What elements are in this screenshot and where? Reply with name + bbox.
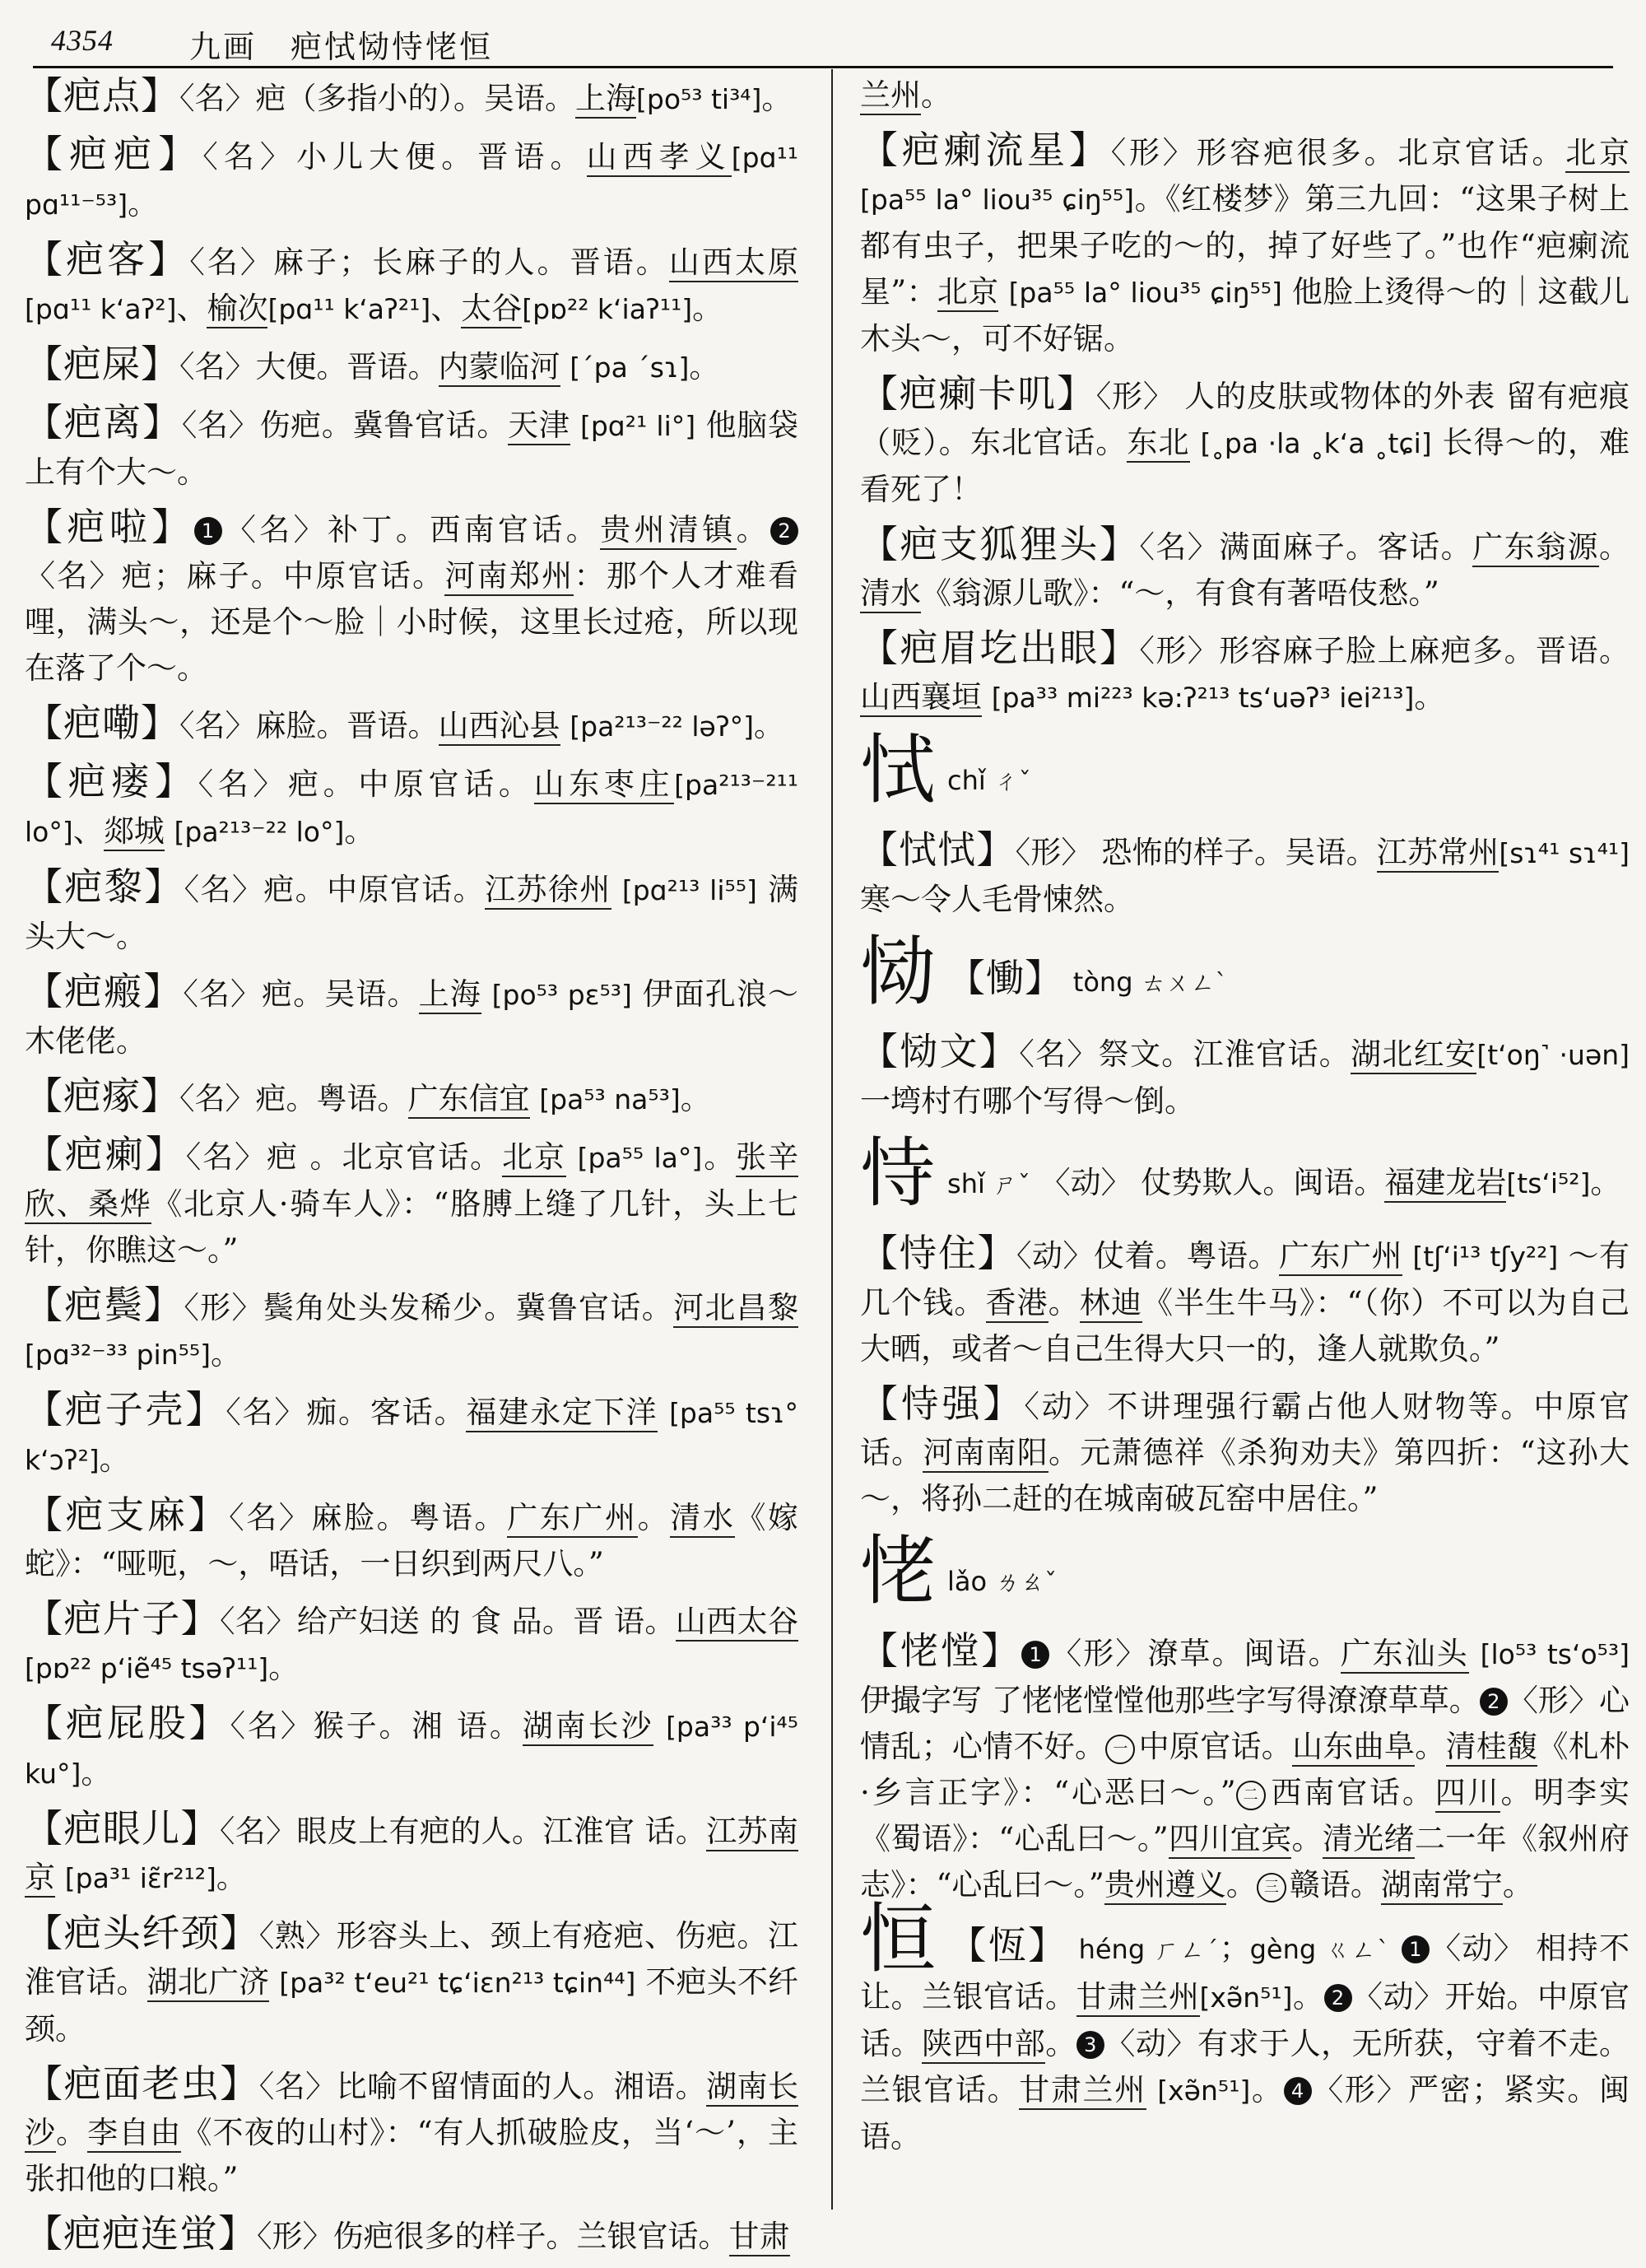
location: 湖南长沙 (523, 1708, 654, 1746)
head-character: 恃 (860, 1129, 937, 1218)
sense-marker: 2 (770, 517, 798, 545)
headword: 【恅憆】 (860, 1628, 1022, 1673)
example: 不疤头不纤颈。 (25, 1964, 798, 2047)
dictionary-entry (25, 399, 798, 496)
example: 长得～的，难看死了！ (860, 425, 1630, 507)
separator: 。 (1225, 1867, 1257, 1902)
separator: 。 (1415, 1729, 1446, 1764)
location: 甘肃 (729, 2219, 790, 2256)
definition: 〈名〉疤。粤语。 (179, 1081, 408, 1116)
location: 湖北广济 (147, 1964, 270, 2002)
definition: 〈形〉形容疤很多。北京官话。 (1110, 135, 1566, 170)
headword: 【疤支麻】 (25, 1493, 230, 1537)
pronunciation: [pa³¹ iɛ̃r²¹²] (64, 1862, 216, 1894)
sub-sense-marker: 三 (1257, 1873, 1286, 1902)
dialect: 赣语。 (1289, 1867, 1381, 1902)
separator: 、 (176, 291, 207, 326)
definition: 〈名〉伤疤。冀鲁官话。 (181, 407, 509, 443)
separator: 。 (1291, 1821, 1323, 1856)
definition-tail: 。 (210, 1336, 241, 1372)
location: 上海 (575, 81, 636, 119)
author: 清水 (670, 1500, 735, 1538)
headword: 【疤瘌】 (25, 1132, 186, 1176)
location: 福建永定下洋 (466, 1395, 658, 1432)
separator: 。 (1048, 1285, 1080, 1320)
zhuyin: ㄌㄠˇ (995, 1568, 1058, 1597)
right-column (860, 72, 1630, 2168)
variant-character: 【恆】 (948, 1923, 1068, 1968)
dictionary-entry: 【疤啦】 1 〈名〉补丁。西南官话。贵州清镇。 2〈名〉疤；麻子。中原官话。河南郑州：那个人才难看哩，满头～，还是个～脸｜小时候，这里长过疮，所以现在落了个～。 (25, 505, 799, 686)
sense-marker: 2 (1480, 1688, 1508, 1716)
citation: 《半生牛马》：“（你）不可以为自己大晒，或者～自己生得大只一的，逢人就欺负。” (860, 1285, 1630, 1367)
example: 伊撮字写 了恅恅憆憆他那些字写得潦潦草草。 (860, 1683, 1480, 1718)
dictionary-entry (25, 758, 798, 855)
dictionary-entry (860, 1230, 1630, 1372)
dictionary-entry (860, 521, 1630, 617)
dictionary-entry (25, 1700, 798, 1797)
pronunciation: [pa⁵⁵ la° liou³⁵ ɕiŋ⁵⁵] (860, 184, 1135, 216)
separator: 。 (1500, 1775, 1534, 1810)
dictionary-entry (25, 864, 798, 960)
head-character: 恜 (860, 726, 937, 814)
location: 山东枣庄 (534, 766, 675, 804)
pronunciation: [ˊpa ˊsɿ] (570, 352, 690, 384)
location: 山西襄垣 (860, 679, 982, 717)
pronunciation: [pa³³ p‘i⁴⁵ ku°] (25, 1711, 799, 1790)
definition: 〈形〉形容麻子脸上麻疤多。晋语。 (1139, 633, 1630, 668)
dictionary-entry (860, 827, 1630, 923)
header-title: 九画 疤恜恸恃恅恒 (189, 29, 494, 65)
location: 山西沁县 (439, 708, 560, 746)
sense-marker: 1 (194, 517, 222, 545)
author: 李自由 (87, 2115, 181, 2153)
dictionary-entry (25, 72, 798, 123)
dictionary-entry (860, 1381, 1630, 1522)
definition: 〈名〉祭文。江淮官话。 (1019, 1036, 1351, 1072)
head-character: 恸 (860, 928, 937, 1016)
definition-tail: 。 (81, 1755, 112, 1791)
location: 四川宜宾 (1169, 1821, 1292, 1859)
definition: 〈名〉疤。中原官话。 (184, 872, 486, 907)
location: 广东信宜 (408, 1081, 530, 1119)
dictionary-entry (25, 131, 798, 228)
pronunciation: [pɑ¹¹ k‘aʔ²¹] (267, 293, 431, 325)
definition: 〈名〉给产妇送 的 食 品。晋 语。 (220, 1604, 676, 1639)
headword: 【疤瘢】 (25, 969, 184, 1013)
location: 广东广州 (507, 1500, 637, 1538)
pronunciation: [pɑ²¹³ li⁵⁵] (621, 874, 757, 906)
definition: 〈熟〉形容头上、颈上有疮疤、伤疤。江淮官话。 (25, 1918, 799, 2000)
zhuyin: ㄏㄥˊ (1153, 1936, 1220, 1965)
author: 林迪 (1080, 1285, 1142, 1323)
headword: 【恃住】 (860, 1231, 1017, 1275)
headword: 【疤点】 (25, 73, 179, 118)
variant-character: 【慟】 (947, 956, 1064, 1000)
headword: 【疤瘌卡叽】 (860, 371, 1096, 416)
headword: 【疤嘞】 (25, 701, 179, 745)
citation: 明李实《蜀语》：“心乱曰～。” (860, 1775, 1630, 1856)
dictionary-entry (25, 1386, 798, 1483)
definition-tail: 。 (1502, 1867, 1533, 1902)
running-header (33, 18, 1613, 65)
location: 福建龙岩 (1384, 1165, 1506, 1203)
definition-tail: 。 (689, 349, 720, 384)
definition: 〈形〉 恐怖的样子。吴语。 (1015, 835, 1377, 870)
definition: 〈名〉比喻不留情面的人。湘语。 (258, 2069, 707, 2104)
definition: 〈名〉麻脸。晋语。 (179, 708, 439, 743)
definition: 〈名〉眼皮上有疤的人。江淮官 话。 (219, 1814, 707, 1849)
location: 河北昌黎 (673, 1290, 798, 1328)
example: 他脸上烫得～的｜这截儿木头～，可不好锯。 (860, 274, 1630, 356)
headword: 【疤眉圪出眼】 (860, 626, 1140, 670)
dictionary-entry (860, 370, 1630, 513)
definition-tail: 。 (1292, 1979, 1324, 2014)
zhuyin: ㄊㄨㄥˋ (1141, 969, 1228, 998)
headword: 【恸文】 (860, 1029, 1020, 1073)
location: 湖南长沙 (25, 2069, 798, 2153)
definition: 〈动〉不讲理强行霸占他人财物等。中原官话。 (860, 1389, 1630, 1470)
location: 甘肃兰州 (1076, 1979, 1200, 2017)
sense-marker: 1 (1021, 1641, 1049, 1669)
dictionary-entry (25, 968, 798, 1064)
location: 太谷 (461, 291, 522, 328)
page-number: 4354 (51, 24, 114, 57)
definition: 〈名〉猴子。湘 语。 (230, 1708, 523, 1744)
citation: 《嫁蛇》：“哑呃，～，唔话，一日织到两尺八。” (25, 1500, 799, 1581)
example: ～有几个钱。 (860, 1238, 1630, 1320)
definition: 〈形〉伤疤很多的样子。兰银官话。 (257, 2219, 729, 2254)
dictionary-entry (25, 1910, 798, 2052)
definition-tail: 。 (680, 1081, 711, 1116)
pronunciation: [pa²¹³⁻²¹¹ lo°] (25, 769, 799, 848)
location: 榆次 (207, 291, 267, 328)
location: 陕西中部 (922, 2026, 1045, 2064)
definition: 〈名〉麻脸。粤语。 (229, 1500, 508, 1535)
separator: 、 (430, 291, 462, 326)
headword: 【疤啦】 (25, 505, 194, 549)
character-heading (860, 928, 1630, 1025)
definition: 〈形〉鬓角处头发稀少。冀鲁官话。 (184, 1290, 674, 1325)
location: 贵州清镇 (600, 512, 737, 550)
example: 一塆村冇哪个写得～倒。 (860, 1083, 1195, 1119)
definition: 〈名〉大便。晋语。 (179, 349, 439, 384)
definition-tail: 。 (692, 291, 723, 326)
author: 张辛欣、桑烨 (25, 1139, 798, 1224)
headword: 【疤面老虫】 (25, 2061, 259, 2106)
dictionary-entry (25, 700, 798, 750)
pronunciation: [pɒ²² p‘iẽ⁴⁵ tsəʔ¹¹] (25, 1652, 269, 1684)
definition: 〈名〉痂。客话。 (226, 1395, 467, 1430)
example: 满头大～。 (25, 872, 799, 954)
pinyin: chǐ (947, 765, 986, 796)
left-column (25, 72, 798, 2268)
definition: 〈名〉满面麻子。客话。 (1139, 529, 1473, 565)
definition-tail: 。 (754, 708, 785, 743)
headword: 【疤支狐狸头】 (860, 522, 1140, 566)
definition: 〈形〉严密；紧实。闽语。 (860, 2072, 1630, 2154)
location: 北京 (937, 274, 999, 312)
citation: 二一年《叙州府志》：“心乱曰～。” (860, 1821, 1630, 1902)
citation: 。元萧德祥《杀狗劝夫》第四折：“这孙大～，将孙二赶的在城南破瓦窑中居住。” (860, 1435, 1630, 1516)
separator: 。 (637, 1500, 671, 1535)
pronunciation: [lo⁵³ ts‘o⁵³] (1480, 1638, 1630, 1670)
pronunciation: [pa³² t‘eu²¹ tɕ‘iɛn²¹³ tɕin⁴⁴] (279, 1967, 636, 1999)
pronunciation: [pɑ³²⁻³³ pin⁵⁵] (25, 1339, 211, 1371)
example: 伊面孔浪～木佬佬。 (25, 976, 799, 1059)
location: 山西孝义 (587, 139, 732, 177)
headword: 【疤片子】 (25, 1596, 221, 1641)
headword: 【疤疤连蛍】 (25, 2211, 257, 2256)
column-divider (831, 69, 833, 2210)
location: 北京 (1565, 135, 1630, 173)
definition: 〈名〉小儿大便。晋语。 (202, 139, 587, 175)
separator: ； (1219, 1930, 1250, 1966)
dictionary-entry (860, 625, 1630, 721)
location: 东北 (1127, 425, 1189, 463)
citation: 。《红楼梦》第三九回：“这果子树上都有虫子，把果子吃的～的，掉了好些了。”也作“疤瘌流星”： (860, 181, 1630, 310)
location: 江苏南京 (25, 1814, 798, 1898)
location: 兰州 (860, 77, 921, 115)
sense-marker: 1 (1402, 1935, 1430, 1963)
pronunciation: [pa²¹³⁻²² ləʔ°] (570, 710, 755, 743)
pronunciation: [pa⁵³ na⁵³] (539, 1083, 681, 1115)
definition: 〈动〉有求于人，无所获，守着不走。兰银官话。 (860, 2026, 1630, 2107)
pronunciation: [˳pa ·la ˳k‘a ˳tɕi] (1200, 427, 1432, 459)
definition: 〈形〉 人的皮肤或物体的外表 留有疤痕（贬）。东北官话。 (860, 379, 1630, 460)
definition: 〈名〉疤。吴语。 (183, 976, 419, 1012)
definition-tail: 。 (1590, 1165, 1621, 1200)
location: 香港 (986, 1285, 1049, 1323)
separator: 。 (1599, 529, 1630, 565)
zhuyin: ㄍㄥˋ (1324, 1936, 1391, 1965)
definition: 〈名〉疤。中原官话。 (198, 766, 534, 802)
sub-sense-marker: 二 (1236, 1781, 1266, 1810)
definition-tail: 。 (344, 813, 375, 849)
dictionary-entry (25, 1492, 798, 1587)
pronunciation: [pa²¹³⁻²² lo°] (174, 816, 345, 848)
headword: 【恃强】 (860, 1381, 1025, 1426)
dictionary-entry (25, 1282, 798, 1378)
dictionary-entry (860, 1895, 1630, 2160)
dictionary-entry (25, 236, 798, 333)
definition: 〈动〉开始。中原官话。 (860, 1979, 1630, 2061)
location: 山西太原 (669, 244, 798, 282)
definition-tail: 。 (702, 1139, 737, 1175)
headword: 【疤屁股】 (25, 1701, 230, 1745)
sub-sense-marker: 一 (1105, 1735, 1135, 1764)
location: 江苏徐州 (485, 872, 611, 910)
definition: 〈名〉补丁。西南官话。 (221, 512, 601, 547)
definition: 〈动〉仗着。粤语。 (1016, 1238, 1280, 1274)
author: 清光绪 (1323, 1821, 1415, 1859)
headword: 【疤瘌流星】 (860, 128, 1111, 172)
sense-marker: 2 (1324, 1984, 1352, 2012)
dictionary-entry (25, 1595, 798, 1692)
location: 山西太谷 (676, 1604, 798, 1642)
separator: 、 (72, 813, 104, 849)
pinyin: gèng (1249, 1934, 1317, 1965)
pinyin: lǎo (947, 1566, 988, 1597)
headword: 【疤鬓】 (25, 1283, 184, 1327)
location: 江苏常州 (1377, 835, 1500, 873)
dictionary-entry (25, 1073, 798, 1123)
headword: 【疤瘘】 (25, 759, 198, 803)
pronunciation: [po⁵³ ti³⁴] (636, 83, 762, 115)
dictionary-entry (25, 2061, 798, 2202)
definition-tail: 。 (761, 81, 793, 116)
pronunciation: [xə̃n⁵¹] (1157, 2075, 1251, 2107)
author: 清桂馥 (1446, 1729, 1538, 1767)
pronunciation: [pɑ¹¹ pɑ¹¹⁻⁵³] (25, 142, 799, 221)
pronunciation: [xə̃n⁵¹] (1199, 1982, 1293, 2014)
pinyin: héng (1078, 1934, 1146, 1965)
location: 甘肃兰州 (1019, 2072, 1146, 2110)
location: 上海 (419, 976, 481, 1014)
pronunciation: [pa⁵⁵ la° liou³⁵ ɕiŋ⁵⁵] (1008, 277, 1282, 309)
citation: 《北京人·骑车人》：“胳膊上缝了几针，头上七针，你瞧这～。” (25, 1186, 798, 1268)
pronunciation: [sɿ⁴¹ sɿ⁴¹] (1499, 837, 1630, 869)
pronunciation: [pɒ²² k‘iaʔ¹¹] (522, 293, 693, 325)
definition: 〈名〉疤（多指小的）。吴语。 (179, 81, 575, 116)
dictionary-entry (25, 2210, 798, 2260)
dialect: 西南官话。 (1268, 1775, 1435, 1810)
location: 山东曲阜 (1292, 1729, 1415, 1767)
sense-marker: 4 (1284, 2077, 1312, 2105)
location: 广东广州 (1279, 1238, 1402, 1276)
pronunciation: [pa³³ mi²²³ kə:ʔ²¹³ ts‘uəʔ³ iei²¹³] (991, 682, 1415, 714)
definition: 〈形〉潦草。闽语。 (1049, 1636, 1341, 1671)
definition-tail: 。 (1250, 2072, 1284, 2107)
headword: 【疤客】 (25, 237, 190, 282)
headword: 【疤子壳】 (25, 1387, 226, 1432)
dictionary-entry (860, 127, 1630, 362)
location: 四川 (1435, 1775, 1501, 1813)
example: 寒～令人毛骨悚然。 (860, 882, 1134, 917)
definition-tail: 。 (921, 77, 951, 113)
dictionary-entry (25, 341, 798, 391)
author: 清水 (860, 575, 921, 613)
headword: 【疤头纤颈】 (25, 1911, 259, 1955)
example: ：那个人才难看哩，满头～，还是个～脸｜小时候，这里长过疮，所以现在落了个～。 (25, 558, 799, 686)
definition-tail: 。 (99, 1441, 130, 1477)
entry-continuation (860, 72, 1630, 119)
header-rule (33, 66, 1613, 68)
location: 天津 (508, 407, 570, 445)
definition-tail: 。 (128, 186, 159, 221)
definition: 〈动〉 相持不让。兰银官话。 (860, 1930, 1630, 2014)
dictionary-entry (25, 1131, 798, 1274)
pronunciation: [po⁵³ pɛ⁵³] (491, 979, 632, 1011)
pronunciation: [ts‘i⁵²] (1506, 1167, 1591, 1199)
pinyin: shǐ (947, 1168, 985, 1199)
zhuyin: ㄕˇ (993, 1171, 1030, 1199)
pronunciation: [pɑ¹¹ k‘aʔ²] (25, 293, 177, 325)
definition: 〈名〉疤；麻子。中原官话。 (25, 558, 445, 594)
definition: 〈名〉麻子；长麻子的人。晋语。 (189, 244, 669, 280)
location: 贵州遵义 (1104, 1867, 1226, 1905)
location: 河南南阳 (923, 1435, 1049, 1473)
location: 内蒙临河 (439, 349, 560, 387)
dictionary-entry (860, 1028, 1630, 1125)
location: 广东汕头 (1341, 1636, 1469, 1674)
separator: 。 (56, 2115, 88, 2150)
headword: 【疤黎】 (25, 864, 184, 909)
headword: 【恜恜】 (860, 827, 1016, 872)
location: 郯城 (104, 813, 165, 851)
definition-tail: 。 (1414, 679, 1445, 715)
location: 湖北红安 (1351, 1036, 1476, 1074)
pronunciation: [t‘oŋ˺ ·uən] (1476, 1039, 1630, 1071)
headword: 【疤眼儿】 (25, 1806, 220, 1851)
sense-marker: 3 (1076, 2031, 1104, 2059)
separator: 。 (1045, 2026, 1076, 2061)
character-heading (860, 1527, 1630, 1624)
dialect: 中原官话。 (1138, 1729, 1293, 1764)
definition: 〈名〉疤 。北京官话。 (185, 1139, 503, 1175)
character-heading (860, 1129, 1630, 1227)
definition-tail: 。 (216, 1860, 247, 1895)
headword: 【疤屎】 (25, 342, 179, 386)
location: 广东翁源 (1472, 529, 1599, 567)
definition: 〈动〉 仗势欺人。闽语。 (1039, 1165, 1385, 1200)
location: 北京 (502, 1139, 566, 1177)
headword: 【疤离】 (25, 400, 182, 445)
citation: 《翁源儿歌》：“～，有食有著唔伎愁。” (921, 575, 1439, 611)
head-character: 恅 (860, 1527, 937, 1615)
pinyin: tòng (1072, 966, 1133, 998)
citation: 《不夜的山村》：“有人抓破脸皮，当‘～’，主张扣他的口粮。” (25, 2115, 799, 2196)
headword: 【疤瘃】 (25, 1073, 179, 1118)
example: 他脑袋上有个大～。 (25, 407, 799, 490)
definition-tail: 。 (268, 1650, 300, 1685)
location: 湖南常宁 (1381, 1867, 1503, 1905)
pronunciation: [pɑ²¹ li°] (579, 410, 696, 442)
zhuyin: ㄔˇ (993, 767, 1031, 796)
character-heading (860, 726, 1630, 823)
location: 河南郑州 (444, 558, 574, 596)
citation: 《札朴·乡言正字》：“心恶曰～。” (860, 1729, 1630, 1810)
definition: 〈形〉心情乱；心情不好。 (860, 1683, 1630, 1764)
pronunciation: [tʃ‘i¹³ tʃy²²] (1412, 1241, 1559, 1273)
headword: 【疤疤】 (25, 132, 203, 176)
dictionary-entry (860, 1628, 1630, 1908)
dictionary-entry (25, 1805, 798, 1902)
head-character: 恒 (860, 1895, 937, 1983)
pronunciation: [pa⁵⁵ la°] (577, 1142, 703, 1174)
pronunciation: [pa⁵⁵ tsɿ° k‘ɔʔ²] (25, 1397, 799, 1476)
